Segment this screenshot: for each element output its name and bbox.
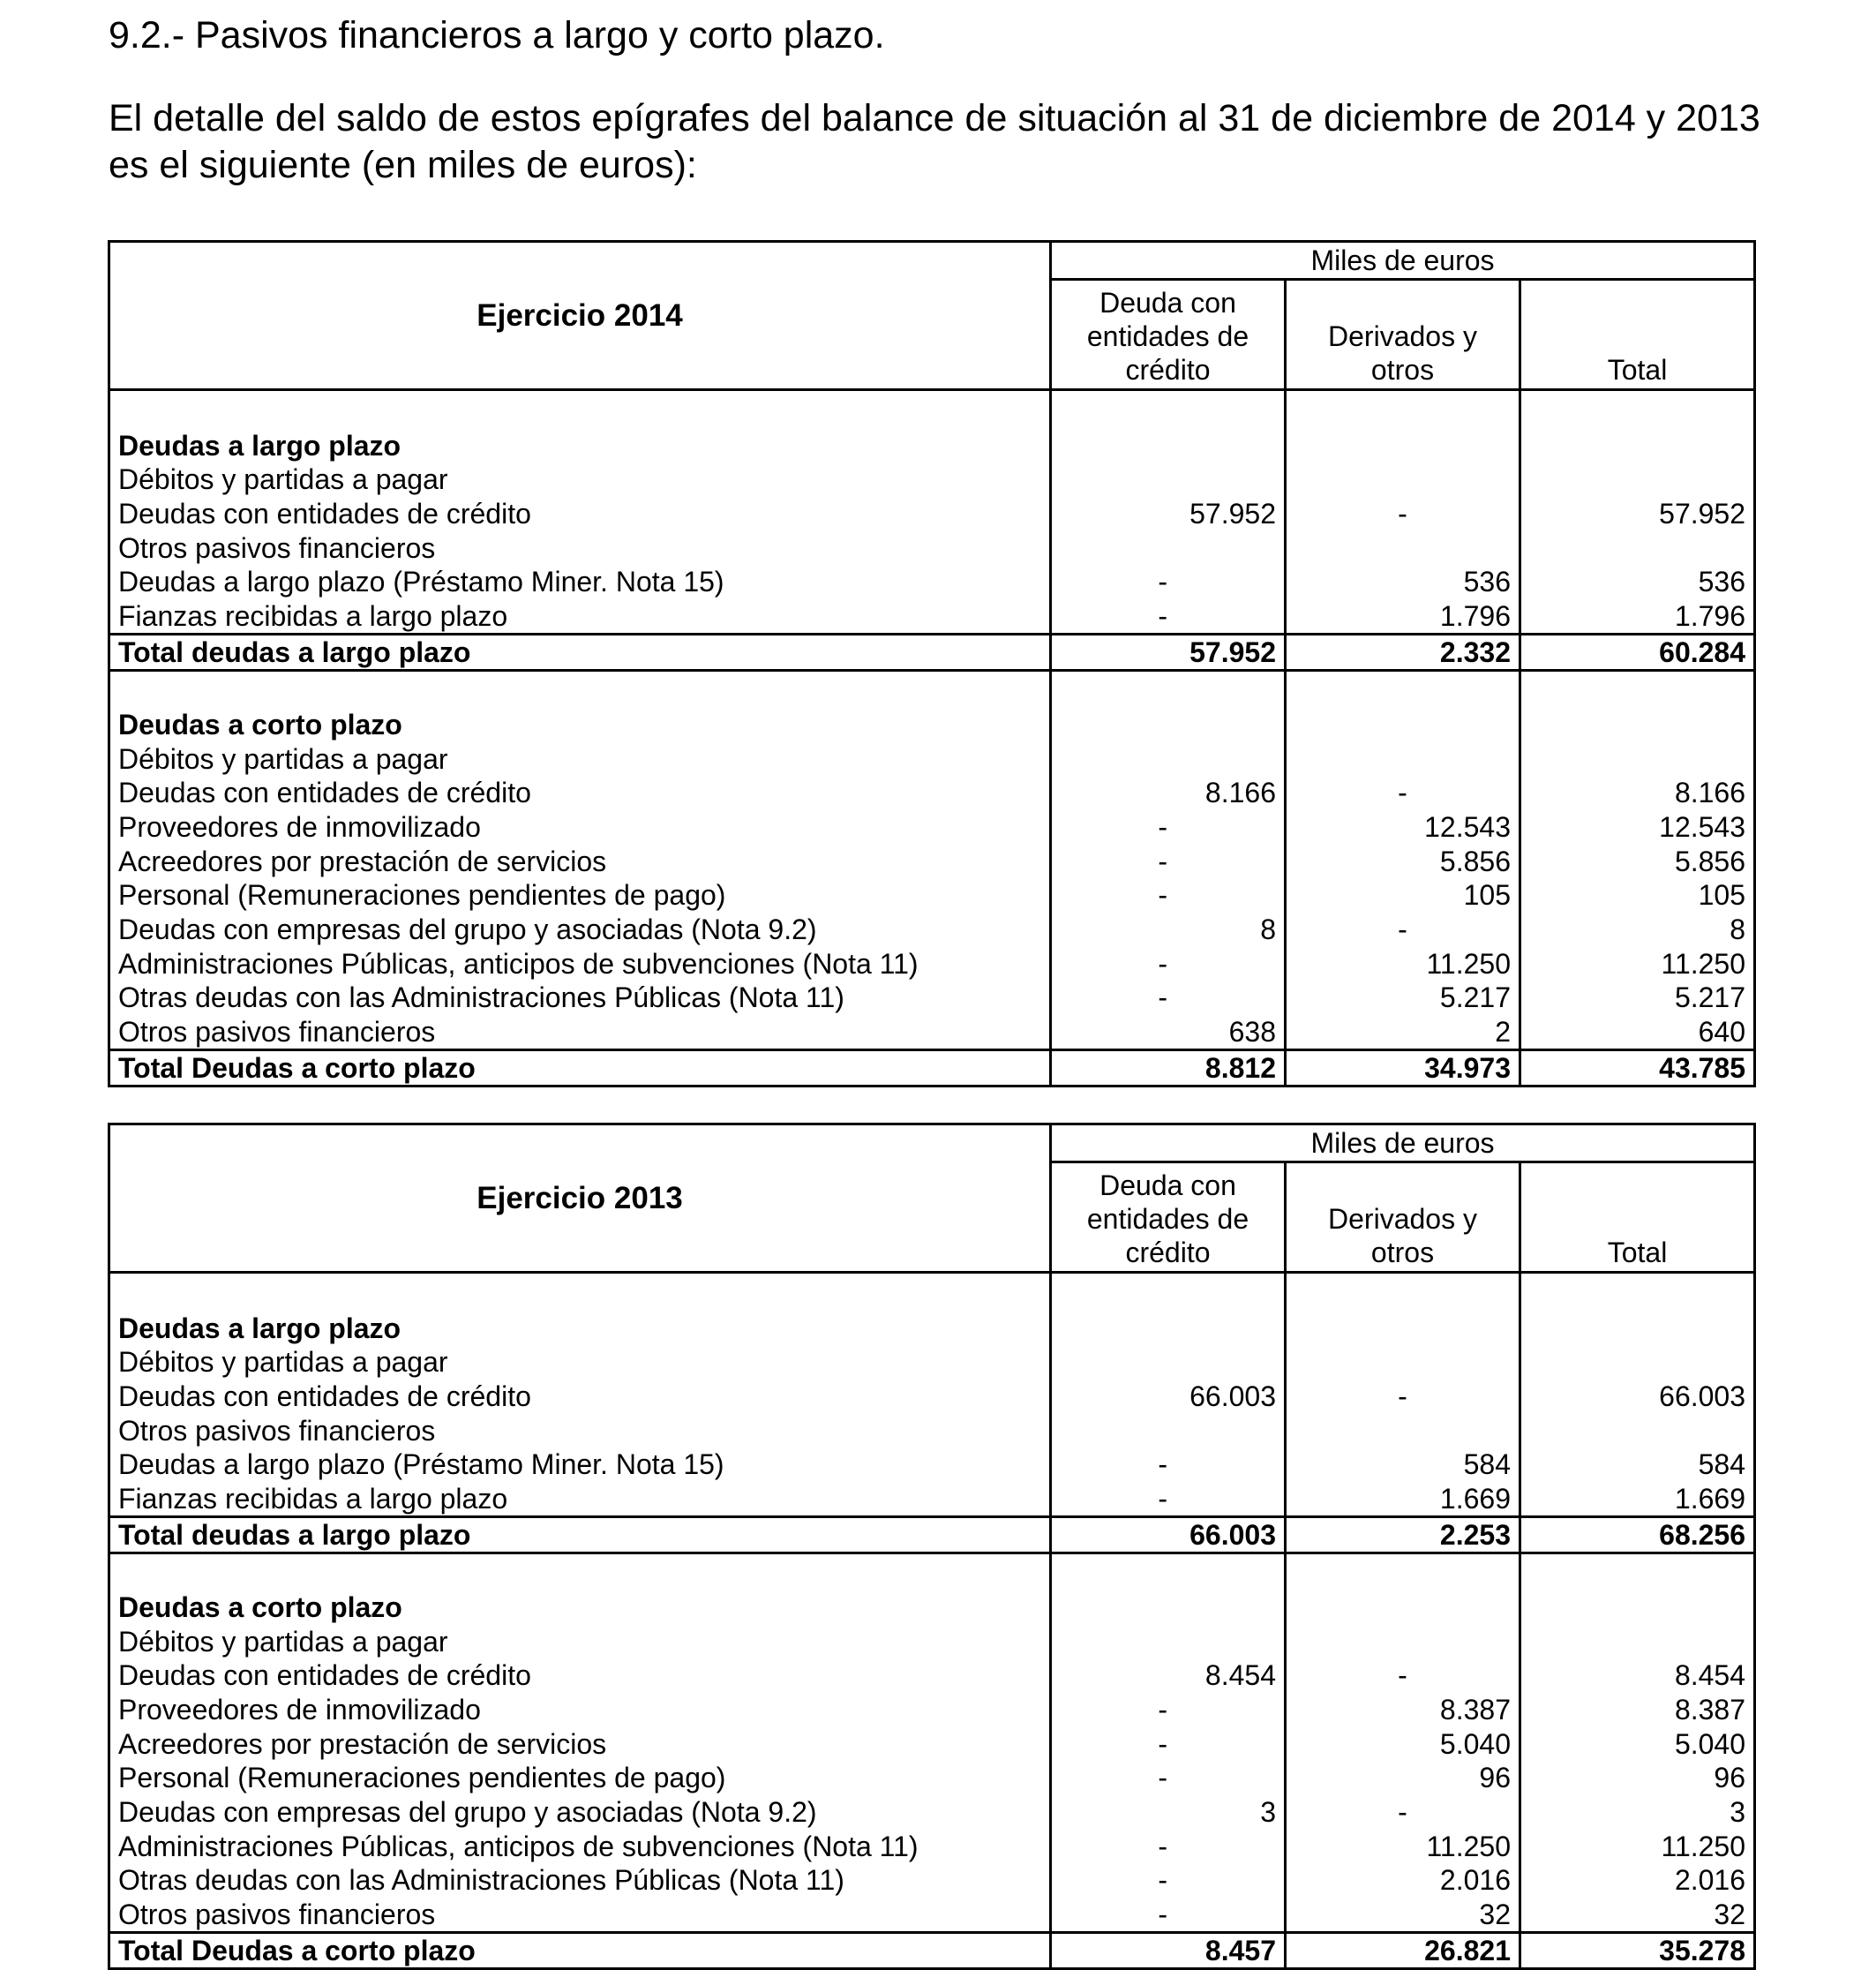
- section-label: Deudas a largo plazo: [109, 1311, 1051, 1345]
- table-row: Otros pasivos financieros - 32 32: [109, 1897, 1755, 1932]
- table-row: Acreedores por prestación de servicios - 5.856 5.856: [109, 844, 1755, 878]
- col-header-derivados: Derivados y otros: [1286, 280, 1520, 390]
- table-row: Deudas con entidades de crédito 8.454 - 8.454: [109, 1658, 1755, 1693]
- group-header: Miles de euros: [1051, 242, 1755, 280]
- table-row: Deudas con empresas del grupo y asociadas (Nota 9.2) 3 - 3: [109, 1794, 1755, 1829]
- table-row: Otras deudas con las Administraciones Públicas (Nota 11) - 2.016 2.016: [109, 1863, 1755, 1898]
- subsection-label: Débitos y partidas a pagar: [109, 741, 1051, 776]
- section-label: Deudas a corto plazo: [109, 1590, 1051, 1624]
- total-row: Total Deudas a corto plazo 8.457 26.821 35.278: [109, 1933, 1755, 1969]
- table-row: Deudas a largo plazo (Préstamo Miner. Nota 15) - 536 536: [109, 565, 1755, 599]
- col-header-derivados: Derivados y otros: [1286, 1162, 1520, 1273]
- total-row: Total deudas a largo plazo 57.952 2.332 60.284: [109, 635, 1755, 671]
- subsection-label: Débitos y partidas a pagar: [109, 462, 1051, 497]
- table-row: Acreedores por prestación de servicios - 5.040 5.040: [109, 1726, 1755, 1761]
- table-row: Deudas a largo plazo (Préstamo Miner. Nota 15) - 584 584: [109, 1447, 1755, 1482]
- table-row: Proveedores de inmovilizado - 12.543 12.543: [109, 809, 1755, 844]
- table-2013: [108, 1123, 1756, 1970]
- subsection-label: Débitos y partidas a pagar: [109, 1345, 1051, 1380]
- subsection-label: Débitos y partidas a pagar: [109, 1624, 1051, 1658]
- table-row: Fianzas recibidas a largo plazo - 1.796 1.796: [109, 598, 1755, 634]
- col-header-deuda: Deuda con entidades de crédito: [1051, 280, 1286, 390]
- table-row: Fianzas recibidas a largo plazo - 1.669 1.669: [109, 1481, 1755, 1516]
- table-2014: [108, 240, 1756, 1087]
- section-label: Deudas a largo plazo: [109, 428, 1051, 462]
- table-title: Ejercicio 2013: [109, 1124, 1051, 1273]
- table-row: Deudas con entidades de crédito 66.003 - 66.003: [109, 1379, 1755, 1413]
- table-row: Administraciones Públicas, anticipos de subvenciones (Nota 11) - 11.250 11.250: [109, 946, 1755, 981]
- col-header-total: Total: [1520, 1162, 1755, 1273]
- section-label: Deudas a corto plazo: [109, 707, 1051, 741]
- group-header: Miles de euros: [1051, 1124, 1755, 1162]
- table-title: Ejercicio 2014: [109, 242, 1051, 390]
- table-row: Personal (Remuneraciones pendientes de pago) - 105 105: [109, 878, 1755, 913]
- table-row: Otros pasivos financieros: [109, 530, 1755, 565]
- total-row: Total Deudas a corto plazo 8.812 34.973 43.785: [109, 1050, 1755, 1087]
- table-row: Otros pasivos financieros 638 2 640: [109, 1014, 1755, 1049]
- col-header-total: Total: [1520, 280, 1755, 390]
- table-row: Otros pasivos financieros: [109, 1413, 1755, 1447]
- table-row: Proveedores de inmovilizado - 8.387 8.387: [109, 1692, 1755, 1726]
- col-header-deuda: Deuda con entidades de crédito: [1051, 1162, 1286, 1273]
- table-row: Administraciones Públicas, anticipos de subvenciones (Nota 11) - 11.250 11.250: [109, 1829, 1755, 1863]
- table-row: Deudas con entidades de crédito 57.952 - 57.952: [109, 496, 1755, 530]
- table-row: Personal (Remuneraciones pendientes de pago) - 96 96: [109, 1761, 1755, 1795]
- total-row: Total deudas a largo plazo 66.003 2.253 68.256: [109, 1517, 1755, 1553]
- table-row: Deudas con empresas del grupo y asociadas (Nota 9.2) 8 - 8: [109, 912, 1755, 946]
- intro-paragraph: El detalle del saldo de estos epígrafes del balance de situación al 31 de diciembre de 2014 y 2013 es el siguiente (en miles de euros):: [109, 97, 1760, 186]
- section-heading: 9.2.- Pasivos financieros a largo y corto plazo.: [109, 14, 885, 56]
- table-row: Deudas con entidades de crédito 8.166 - 8.166: [109, 776, 1755, 810]
- table-row: Otras deudas con las Administraciones Públicas (Nota 11) - 5.217 5.217: [109, 981, 1755, 1015]
